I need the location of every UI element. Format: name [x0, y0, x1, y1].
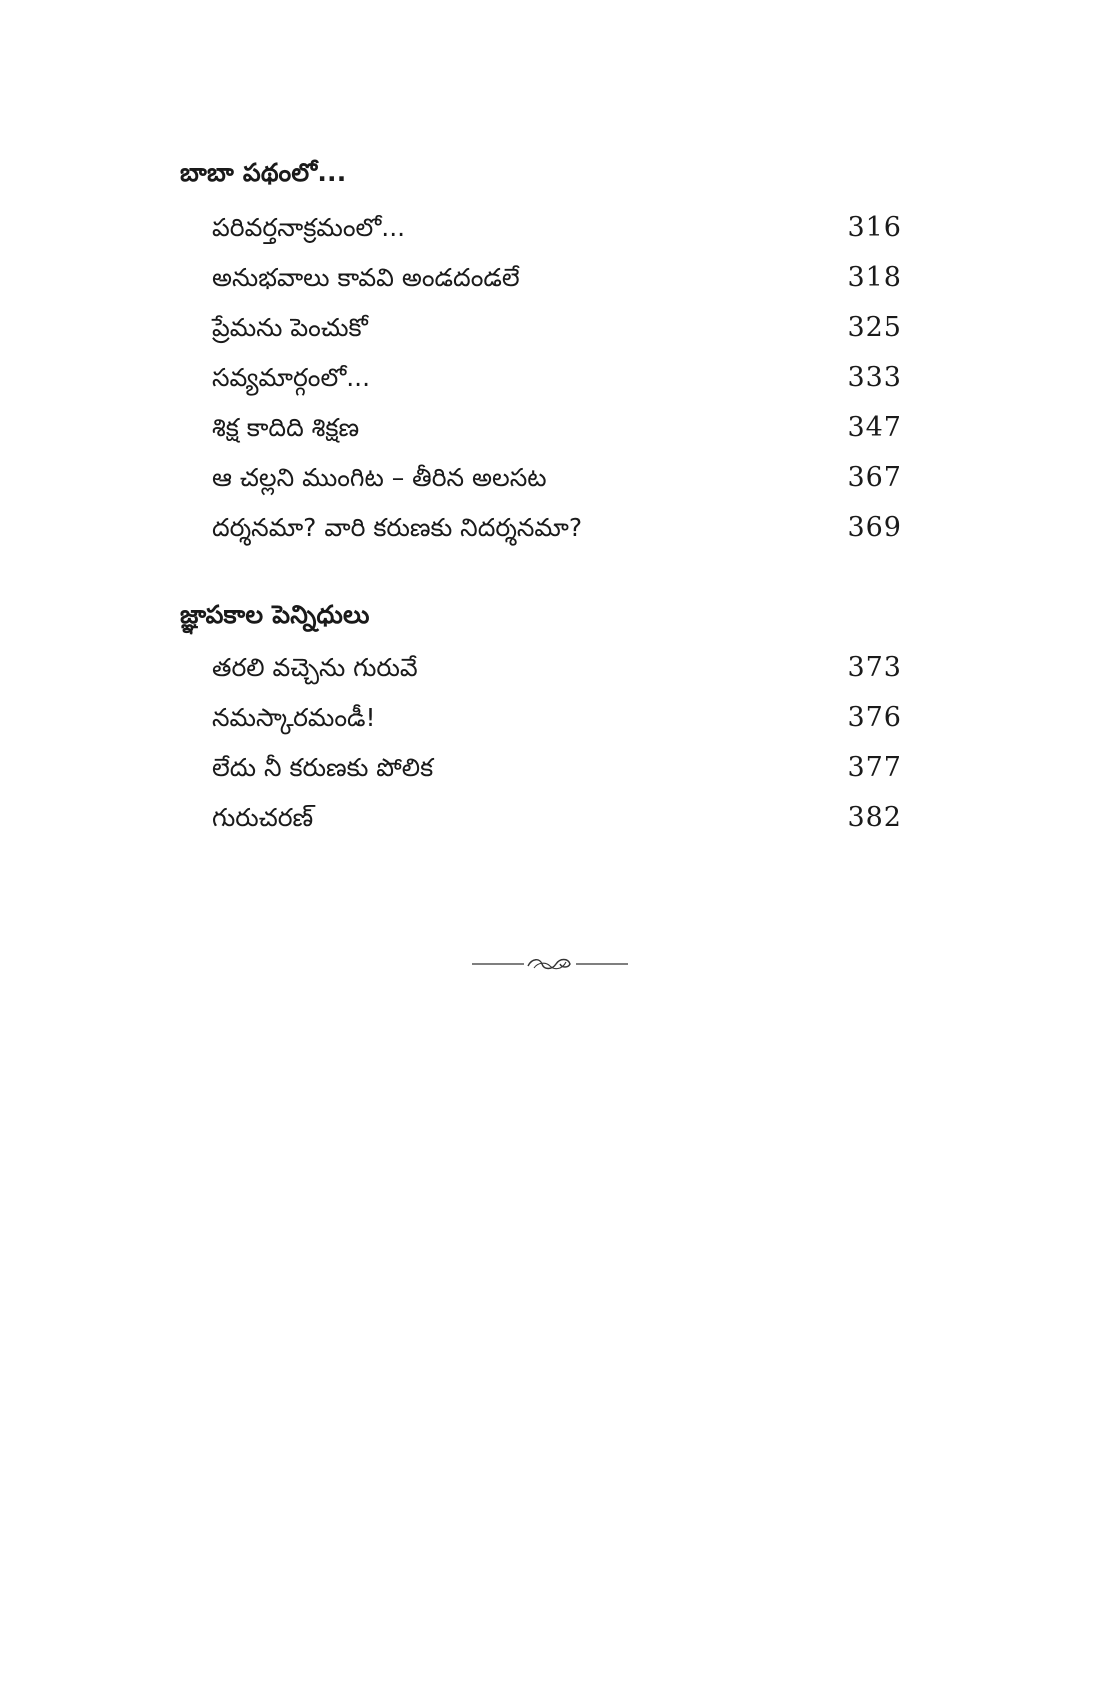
toc-entry: [212, 412, 902, 456]
toc-entry: [212, 462, 902, 506]
toc-entry: [212, 652, 902, 696]
toc-entry-title: తరలి వచ్చెను గురువే: [212, 653, 418, 682]
flourish-divider-icon: [470, 952, 630, 976]
toc-entry-title: ప్రేమను పెంచుకో: [212, 313, 368, 342]
toc-entry: [212, 702, 902, 746]
toc-entry: [212, 362, 902, 406]
toc-entry-title: శిక్ష కాదిది శిక్షణ: [212, 413, 360, 442]
toc-entry: [212, 262, 902, 306]
toc-entry: [212, 312, 902, 356]
toc-entry-page: 367: [847, 462, 902, 493]
section-heading: బాబా పథంలో...: [180, 158, 347, 187]
toc-entry: [212, 512, 902, 556]
toc-entry-page: 318: [847, 262, 902, 293]
toc-entry-title: సవ్యమార్గంలో...: [212, 363, 371, 392]
toc-entry-title: గురుచరణ్: [212, 803, 314, 832]
toc-entry-title: లేదు నీ కరుణకు పోలిక: [212, 753, 434, 782]
toc-entry-title: ఆ చల్లని ముంగిట – తీరిన అలసట: [212, 463, 547, 492]
toc-entry-page: 376: [847, 702, 902, 733]
toc-entry-title: పరివర్తనాక్రమంలో...: [212, 213, 406, 242]
toc-entry-title: నమస్కారమండీ!: [212, 703, 376, 732]
toc-entry-page: 316: [847, 212, 902, 243]
toc-entry-page: 373: [847, 652, 902, 683]
toc-entry-page: 333: [847, 362, 902, 393]
toc-entry: [212, 752, 902, 796]
toc-entry-page: 382: [847, 802, 902, 833]
toc-entry-page: 377: [847, 752, 902, 783]
toc-entry-title: అనుభవాలు కావవి అండదండలే: [212, 263, 520, 292]
toc-entry: [212, 212, 902, 256]
toc-entry-title: దర్శనమా? వారి కరుణకు నిదర్శనమా?: [212, 513, 583, 542]
toc-entry-page: 325: [847, 312, 902, 343]
toc-entry-page: 369: [847, 512, 902, 543]
toc-entry: [212, 802, 902, 846]
toc-entry-page: 347: [847, 412, 902, 443]
section-heading: జ్ఞాపకాల పెన్నిధులు: [180, 600, 370, 629]
